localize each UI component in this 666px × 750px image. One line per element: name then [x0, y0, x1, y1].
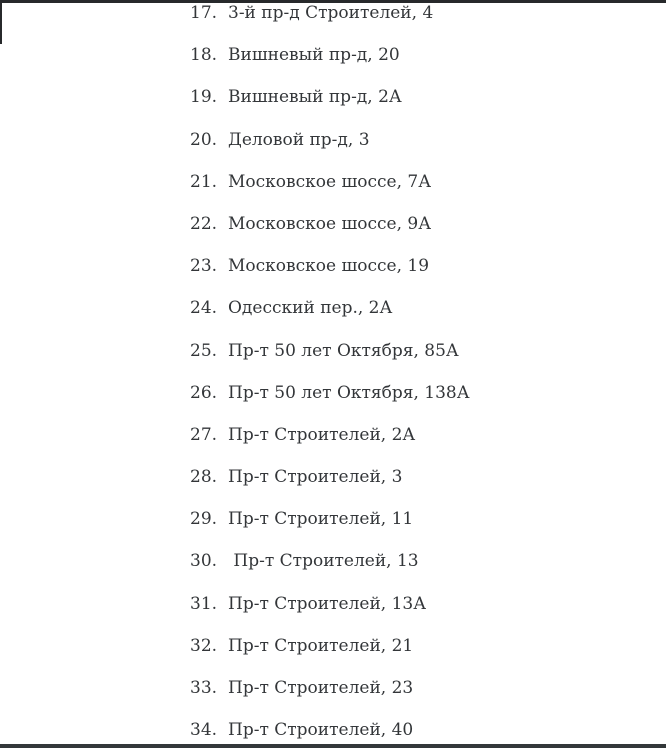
list-item [0, 383, 666, 403]
list-item-text: Одесский пер., 2А [228, 298, 393, 319]
list-item-text: Пр-т Строителей, 11 [228, 509, 414, 530]
list-item [0, 551, 666, 571]
list-item-number: 19. [190, 87, 218, 108]
list-item [0, 509, 666, 529]
list-item [0, 341, 666, 361]
list-item-text: Пр-т Строителей, 40 [228, 720, 414, 741]
list-item-text: Деловой пр-д, 3 [228, 129, 370, 150]
list-item-text: Московское шоссе, 9А [228, 213, 432, 234]
list-item [0, 594, 666, 614]
list-item-text: Пр-т Строителей, 13 [228, 551, 419, 572]
list-item-text: Московское шоссе, 19 [228, 256, 430, 277]
list-item-text: Вишневый пр-д, 2А [228, 87, 402, 108]
list-item [0, 678, 666, 698]
list-item-text: Пр-т 50 лет Октября, 138А [228, 382, 470, 403]
list-item-number: 33. [190, 678, 218, 698]
list-item [0, 3, 666, 23]
list-item-number: 24. [190, 298, 218, 319]
list-item-text: Пр-т Строителей, 23 [228, 678, 414, 698]
list-item-number: 28. [190, 467, 218, 488]
list-item [0, 214, 666, 234]
list-item [0, 256, 666, 276]
list-item-number: 31. [190, 593, 218, 614]
list-item-number: 34. [190, 720, 218, 741]
list-item [0, 298, 666, 318]
list-item-number: 32. [190, 635, 218, 656]
list-item-text: Пр-т Строителей, 3 [228, 467, 403, 488]
list-item-text: Пр-т Строителей, 2А [228, 424, 416, 445]
list-item-number: 25. [190, 340, 218, 361]
list-item-number: 17. [190, 3, 218, 23]
list-item-text: Московское шоссе, 7А [228, 171, 432, 192]
list-item-number: 22. [190, 213, 218, 234]
list-item-text: Пр-т Строителей, 13А [228, 593, 427, 614]
list-item-number: 20. [190, 129, 218, 150]
list-item-text: 3-й пр-д Строителей, 4 [228, 3, 434, 23]
list-item [0, 467, 666, 487]
list-item [0, 172, 666, 192]
list-item-text: Пр-т Строителей, 21 [228, 635, 414, 656]
list-item [0, 425, 666, 445]
list-item-number: 21. [190, 171, 218, 192]
list-item-number: 23. [190, 256, 218, 277]
list-item-number: 30. [190, 551, 218, 572]
list-item [0, 130, 666, 150]
list-item [0, 87, 666, 107]
list-item-number: 29. [190, 509, 218, 530]
list-item-number: 18. [190, 45, 218, 66]
table-border-bottom [0, 744, 666, 748]
list-item [0, 636, 666, 656]
list-item-text: Пр-т 50 лет Октября, 85А [228, 340, 459, 361]
list-item [0, 45, 666, 65]
list-item-number: 26. [190, 382, 218, 403]
list-item-number: 27. [190, 424, 218, 445]
address-list [0, 3, 666, 740]
list-item-text: Вишневый пр-д, 20 [228, 45, 400, 66]
list-item [0, 720, 666, 740]
